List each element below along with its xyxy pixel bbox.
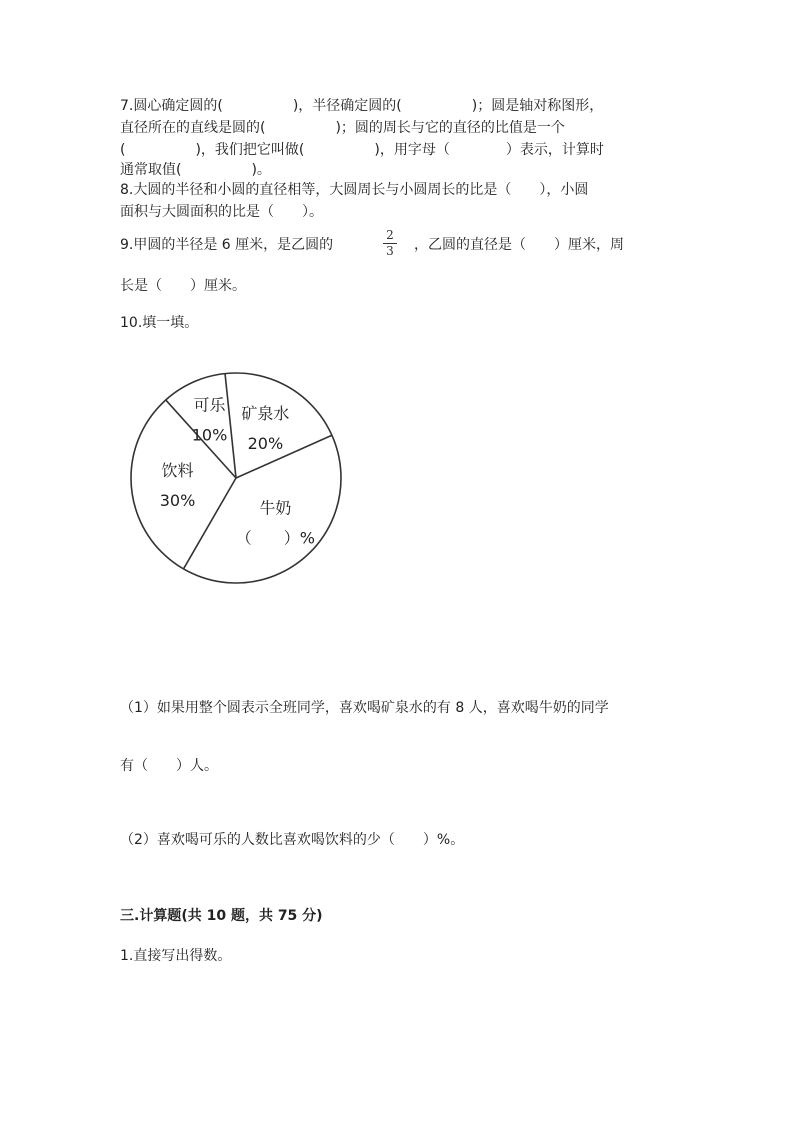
pie-percent-cola: 10% xyxy=(191,425,228,445)
q10-sub1-line-1: （1）如果用整个圆表示全班同学，喜欢喝矿泉水的有 8 人，喜欢喝牛奶的同学 xyxy=(120,700,609,716)
q9-line-1-part1: 9.甲圆的半径是 6 厘米，是乙圆的 xyxy=(120,237,334,253)
pie-chart xyxy=(128,366,348,596)
section-3-heading: 三.计算题(共 10 题，共 75 分) xyxy=(120,908,323,924)
q10-sub1-line-2: 有（ ）人。 xyxy=(120,758,218,774)
q9-line-2: 长是（ ）厘米。 xyxy=(120,278,246,294)
pie-percent-drink: 30% xyxy=(159,491,196,511)
q10-title: 10.填一填。 xyxy=(120,315,199,331)
q9-line-1-part2: ，乙圆的直径是（ ）厘米，周 xyxy=(414,237,624,253)
q10-subquestion-2: （2）喜欢喝可乐的人数比喜欢喝饮料的少（ ）%。 xyxy=(120,832,465,848)
pie-label-cola: 可乐 xyxy=(193,395,226,415)
pie-percent-mineral-water: 20% xyxy=(247,434,284,454)
section-3-question-1: 1.直接写出得数。 xyxy=(120,948,232,964)
q9-fraction xyxy=(383,229,397,258)
q8-line-1: 8.大圆的半径和小圆的直径相等，大圆周长与小圆周长的比是（ ），小圆 xyxy=(120,182,589,198)
q9-fraction-numerator: 2 xyxy=(383,229,397,244)
q9-fraction-denominator: 3 xyxy=(386,244,394,258)
pie-label-drink: 饮料 xyxy=(161,461,194,481)
q7-line-2: 直径所在的直线是圆的( )；圆的周长与它的直径的比值是一个 xyxy=(120,120,565,136)
q7-line-3: ( )，我们把它叫做( )，用字母（ ）表示，计算时 xyxy=(120,142,604,158)
q7-line-4: 通常取值( )。 xyxy=(120,162,271,178)
pie-percent-milk: （ ）% xyxy=(235,528,315,548)
q8-line-2: 面积与大圆面积的比是（ ）。 xyxy=(120,204,323,220)
pie-label-mineral-water: 矿泉水 xyxy=(241,404,290,424)
q7-line-1: 7.圆心确定圆的( )，半径确定圆的( )；圆是轴对称图形， xyxy=(120,98,604,114)
pie-label-milk: 牛奶 xyxy=(259,498,292,518)
